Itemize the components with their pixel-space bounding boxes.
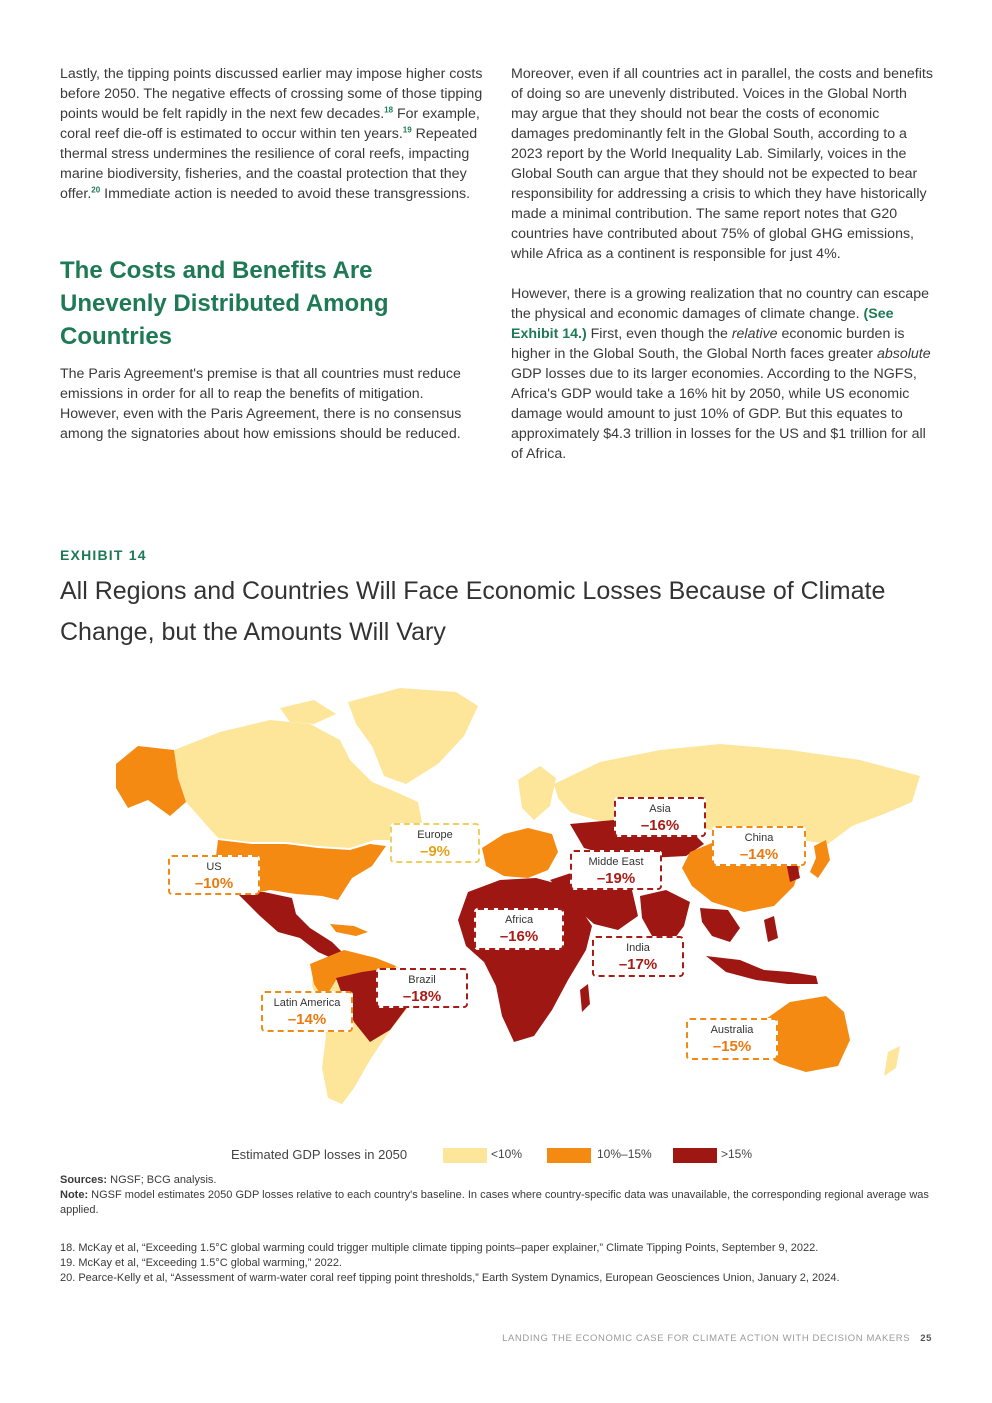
callout-latin-america xyxy=(261,991,353,1032)
legend-swatch-medium xyxy=(547,1148,591,1163)
map-region-new-zealand xyxy=(884,1046,900,1076)
callout-asia xyxy=(614,797,706,837)
left-column xyxy=(60,64,484,224)
callout-us-value: –10% xyxy=(194,875,234,892)
callout-australia-value: –15% xyxy=(712,1038,752,1055)
map-region-mexico xyxy=(236,892,344,960)
note-line: Note: NGSF model estimates 2050 GDP losses relative to each country's baseline. In cases where country-specific data was unavailable, the corresponding regional average was applied. xyxy=(60,1189,929,1216)
callout-europe xyxy=(390,823,480,863)
callout-brazil-value: –18% xyxy=(402,988,442,1005)
right-column xyxy=(511,64,935,484)
map-region-africa xyxy=(458,878,592,1042)
callout-middle-east xyxy=(570,850,662,890)
callout-asia-name: Asia xyxy=(649,803,671,815)
footnote-20: 20. Pearce-Kelly et al, “Assessment of warm-water coral reef tipping point thresholds,” Earth System Dynamics, European Geosciences Union, January 2, 2024. xyxy=(60,1272,840,1284)
map-region-japan xyxy=(810,840,830,878)
map-region-indonesia xyxy=(706,956,818,984)
footnote-ref-20[interactable]: 20 xyxy=(91,185,101,195)
callout-europe-name: Europe xyxy=(417,829,453,841)
exhibit-title: All Regions and Countries Will Face Economic Losses Because of Climate Change, but the Amounts Will Vary xyxy=(60,577,886,646)
legend-title: Estimated GDP losses in 2050 xyxy=(231,1147,408,1162)
legend-label-medium: 10%–15% xyxy=(597,1147,652,1161)
tipping-points-paragraph: Lastly, the tipping points discussed earlier may impose higher costs before 2050. The negative effects of crossing some of those tipping points would be felt rapidly in the next few decades.$^{18}$ For example, coral reef die-off is estimated to occur within ten years.$^{19}$ Repeated thermal stress undermines the resilience of coral reefs, impacting marine biodiversity, fisheries, and the coastal protection that they offer.$^{20}$ Immediate action is needed to avoid these transgressions. xyxy=(60,66,483,202)
legend-swatch-low xyxy=(443,1148,487,1163)
sources-note xyxy=(60,1173,940,1218)
paris-agreement-paragraph: The Paris Agreement's premise is that all countries must reduce emissions in order for all to reap the benefits of mitigation. However, even with the Paris Agreement, there is no consensus among the signatories about how emissions should be reduced. xyxy=(60,366,462,442)
callout-india-value: –17% xyxy=(618,956,658,973)
exhibit-label: EXHIBIT 14 xyxy=(60,547,147,563)
running-title: LANDING THE ECONOMIC CASE FOR CLIMATE ACTION WITH DECISION MAKERS xyxy=(502,1333,911,1344)
section-heading: The Costs and Benefits Are Unevenly Distributed Among Countries xyxy=(60,257,389,350)
map-region-southeast-asia xyxy=(700,908,740,942)
world-map xyxy=(100,680,940,1120)
callout-latin-america-name: Latin America xyxy=(273,997,341,1009)
legend-swatch-high xyxy=(673,1148,717,1163)
map-region-madagascar xyxy=(580,984,590,1012)
sources-line: Sources: NGSF; BCG analysis. xyxy=(60,1174,217,1186)
page-number: 25 xyxy=(920,1333,932,1344)
callout-india-name: India xyxy=(626,942,650,954)
callout-india xyxy=(592,936,684,977)
uneven-distribution-paragraph: Moreover, even if all countries act in parallel, the costs and benefits of doing so are unevenly distributed. Voices in the Global North may argue that they should not bear the costs of economic damages predominantly felt in the Global South, according to a 2023 report by the World Inequality Lab. Similarly, voices in the Global South can argue that they should not be expected to bear responsibility for addressing a crisis to which they have historically made a minimal contribution. The same report notes that G20 countries have contributed about 75% of global GHG emissions, while Africa as a continent is responsible for just 4%. xyxy=(511,66,933,262)
footnote-ref-18[interactable]: 18 xyxy=(384,105,394,115)
callout-africa-value: –16% xyxy=(499,928,539,945)
footnote-19: 19. McKay et al, “Exceeding 1.5°C global warming,” 2022. xyxy=(60,1257,342,1269)
callout-latin-america-value: –14% xyxy=(287,1011,327,1028)
callout-africa xyxy=(474,908,564,950)
map-region-arctic-islands xyxy=(280,700,336,724)
map-region-greenland xyxy=(348,688,478,784)
page-footer xyxy=(502,1333,932,1344)
callout-middle-east-value: –19% xyxy=(596,870,636,887)
callout-middle-east-name: Midde East xyxy=(588,856,644,868)
footnote-ref-19[interactable]: 19 xyxy=(402,125,412,135)
callout-china xyxy=(712,826,806,866)
footnote-18: 18. McKay et al, “Exceeding 1.5°C global warming could trigger multiple climate tipping points–paper explainer,” Climate Tipping Points, September 9, 2022. xyxy=(60,1242,819,1254)
callout-us xyxy=(168,855,260,895)
callout-asia-value: –16% xyxy=(640,817,680,834)
map-region-caribbean xyxy=(330,924,368,936)
callout-brazil xyxy=(376,968,468,1008)
map-region-europe xyxy=(482,828,558,878)
callout-europe-value: –9% xyxy=(419,843,451,860)
legend-label-high: >15% xyxy=(721,1147,753,1161)
footnotes xyxy=(60,1241,940,1286)
callout-china-value: –14% xyxy=(739,846,779,863)
callout-australia-name: Australia xyxy=(710,1024,754,1036)
growing-realization-paragraph: However, there is a growing realization that no country can escape the physical and economic damages of climate change. (See Exhibit 14.) First, even though the relative economic burden is higher in the Global South, the Global North faces greater absolute GDP losses due to its larger economies. According to the NGFS, Africa's GDP would take a 16% hit by 2050, while US economic damage would amount to just 10% of GDP. But this equates to approximately $4.3 trillion in losses for the US and $1 trillion for all of Africa. xyxy=(511,286,931,462)
callout-china-name: China xyxy=(744,832,774,844)
callout-australia xyxy=(686,1018,778,1060)
callout-brazil-name: Brazil xyxy=(408,974,436,986)
map-region-scandinavia xyxy=(518,766,556,820)
callout-us-name: US xyxy=(206,861,222,873)
exhibit-reference-link[interactable]: (See Exhibit 14.) xyxy=(511,306,894,342)
callout-africa-name: Africa xyxy=(504,914,534,926)
map-region-philippines xyxy=(764,916,778,942)
legend-label-low: <10% xyxy=(491,1147,523,1161)
world-map-graphic xyxy=(100,680,940,1120)
